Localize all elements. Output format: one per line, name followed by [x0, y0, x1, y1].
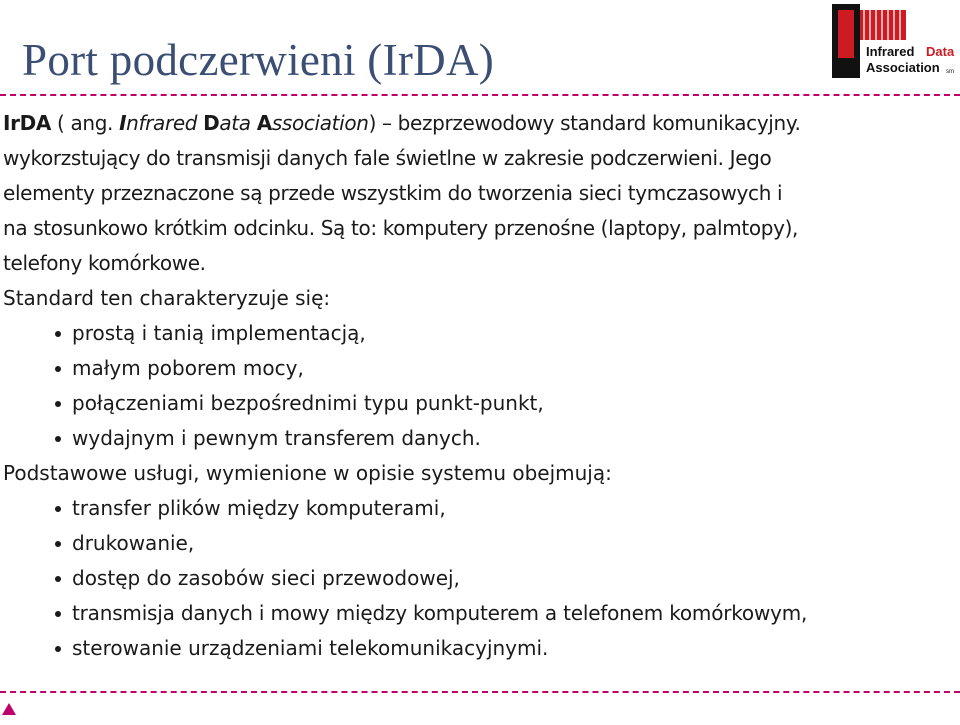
feature-item: wydajnym i pewnym transferem danych.: [3, 421, 958, 456]
feature-item: małym poborem mocy,: [3, 351, 958, 386]
service-item: transmisja danych i mowy między komputerem a telefonem komórkowym,: [3, 596, 958, 631]
slide-body: [3, 106, 958, 666]
service-item: dostęp do zasobów sieci przewodowej,: [3, 561, 958, 596]
logo-lines: [864, 10, 900, 40]
irda-abbr: IrDA: [3, 111, 51, 135]
logo-block-red: [838, 10, 854, 58]
intro-line-4: na stosunkowo krótkim odcinku. Są to: komputery przenośne (laptopy, palmtopy),: [3, 216, 799, 240]
service-item: transfer plików między komputerami,: [3, 491, 958, 526]
services-heading: Podstawowe usługi, wymienione w opisie systemu obejmują:: [3, 461, 612, 485]
logo-text-data: Data: [926, 44, 955, 59]
features-heading: Standard ten charakteryzuje się:: [3, 286, 331, 310]
feature-item: prostą i tanią implementacją,: [3, 316, 958, 351]
feature-item: połączeniami bezpośrednimi typu punkt-punkt,: [3, 386, 958, 421]
intro-line-3: elementy przeznaczone są przede wszystkim do tworzenia sieci tymczasowych i: [3, 181, 783, 205]
intro-line-1: IrDA ( ang. Infrared Data Association) – bezprzewodowy standard komunikacyjny.: [3, 111, 801, 135]
irda-logo: [832, 4, 958, 78]
bottom-divider: [0, 691, 960, 693]
top-divider: [0, 94, 960, 96]
intro-line-5: telefony komórkowe.: [3, 251, 206, 275]
slide-title: Port podczerwieni (IrDA): [22, 35, 495, 85]
logo-text-association: Association: [866, 60, 940, 75]
corner-triangle-icon: [2, 703, 16, 715]
logo-stripe: [860, 10, 906, 40]
intro-line-2: wykorzstujący do transmisji danych fale świetlne w zakresie podczerwieni. Jego: [3, 146, 772, 170]
logo-text-sm: sm: [946, 69, 954, 75]
service-item: sterowanie urządzeniami telekomunikacyjnymi.: [3, 631, 958, 666]
logo-text-infrared: Infrared: [866, 44, 915, 59]
service-item: drukowanie,: [3, 526, 958, 561]
